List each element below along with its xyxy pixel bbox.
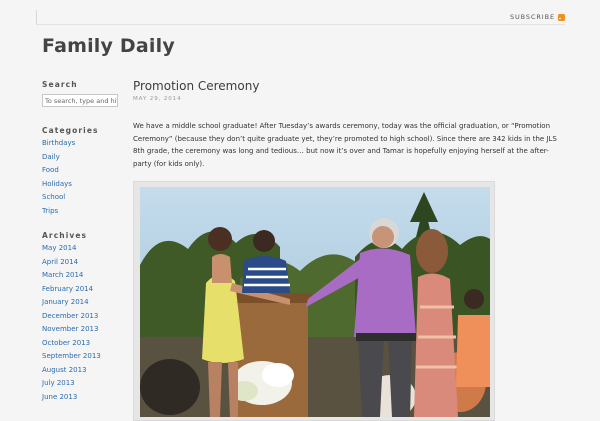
archive-link[interactable]: December 2013 [42,311,99,320]
archive-link[interactable]: October 2013 [42,338,91,347]
archive-link[interactable]: May 2014 [42,244,77,252]
category-link[interactable]: School [42,193,66,201]
ceremony-photo[interactable] [140,187,490,417]
archive-link[interactable]: August 2013 [42,365,87,374]
post [133,79,563,195]
sidebar [42,79,122,404]
categories-list [42,137,122,218]
category-link[interactable]: Trips [42,206,59,215]
archive-link[interactable]: November 2013 [42,325,99,333]
search-heading: Search [42,80,78,89]
archive-link[interactable]: July 2013 [42,379,75,387]
archive-link[interactable]: September 2013 [42,352,101,360]
post-title[interactable]: Promotion Ceremony [133,79,260,93]
top-bar [36,10,565,25]
site-title[interactable]: Family Daily [42,35,175,57]
category-link[interactable]: Daily [42,152,60,161]
archive-link[interactable]: January 2014 [42,298,89,306]
subscribe-label: SUBSCRIBE [510,13,555,21]
search-input[interactable] [42,94,118,107]
post-paragraph: We have a middle school graduate! After Tuesday’s awards ceremony, today was the official graduation, or “Promotion Ceremony” (because they don’t quite graduate yet, they’re promoted to high school). Since there are 342 kids in the JLS 8th grade, the ceremony was long and tedious… but now it’s over and Tamar is hopefully enjoying herself at the after-party (for kids only). [133,122,557,168]
archive-link[interactable]: June 2013 [42,392,78,401]
photo-frame [133,181,495,421]
archive-link[interactable]: February 2014 [42,284,94,293]
archives-list [42,242,122,404]
archives-heading: Archives [42,231,88,240]
category-link[interactable]: Food [42,166,59,174]
categories-heading: Categories [42,126,99,135]
archive-link[interactable]: April 2014 [42,257,79,266]
archive-link[interactable]: March 2014 [42,271,84,279]
category-link[interactable]: Birthdays [42,139,76,147]
post-date: MAY 29, 2014 [133,96,182,102]
rss-icon [558,14,565,21]
category-link[interactable]: Holidays [42,179,72,188]
subscribe-link[interactable] [510,13,565,21]
